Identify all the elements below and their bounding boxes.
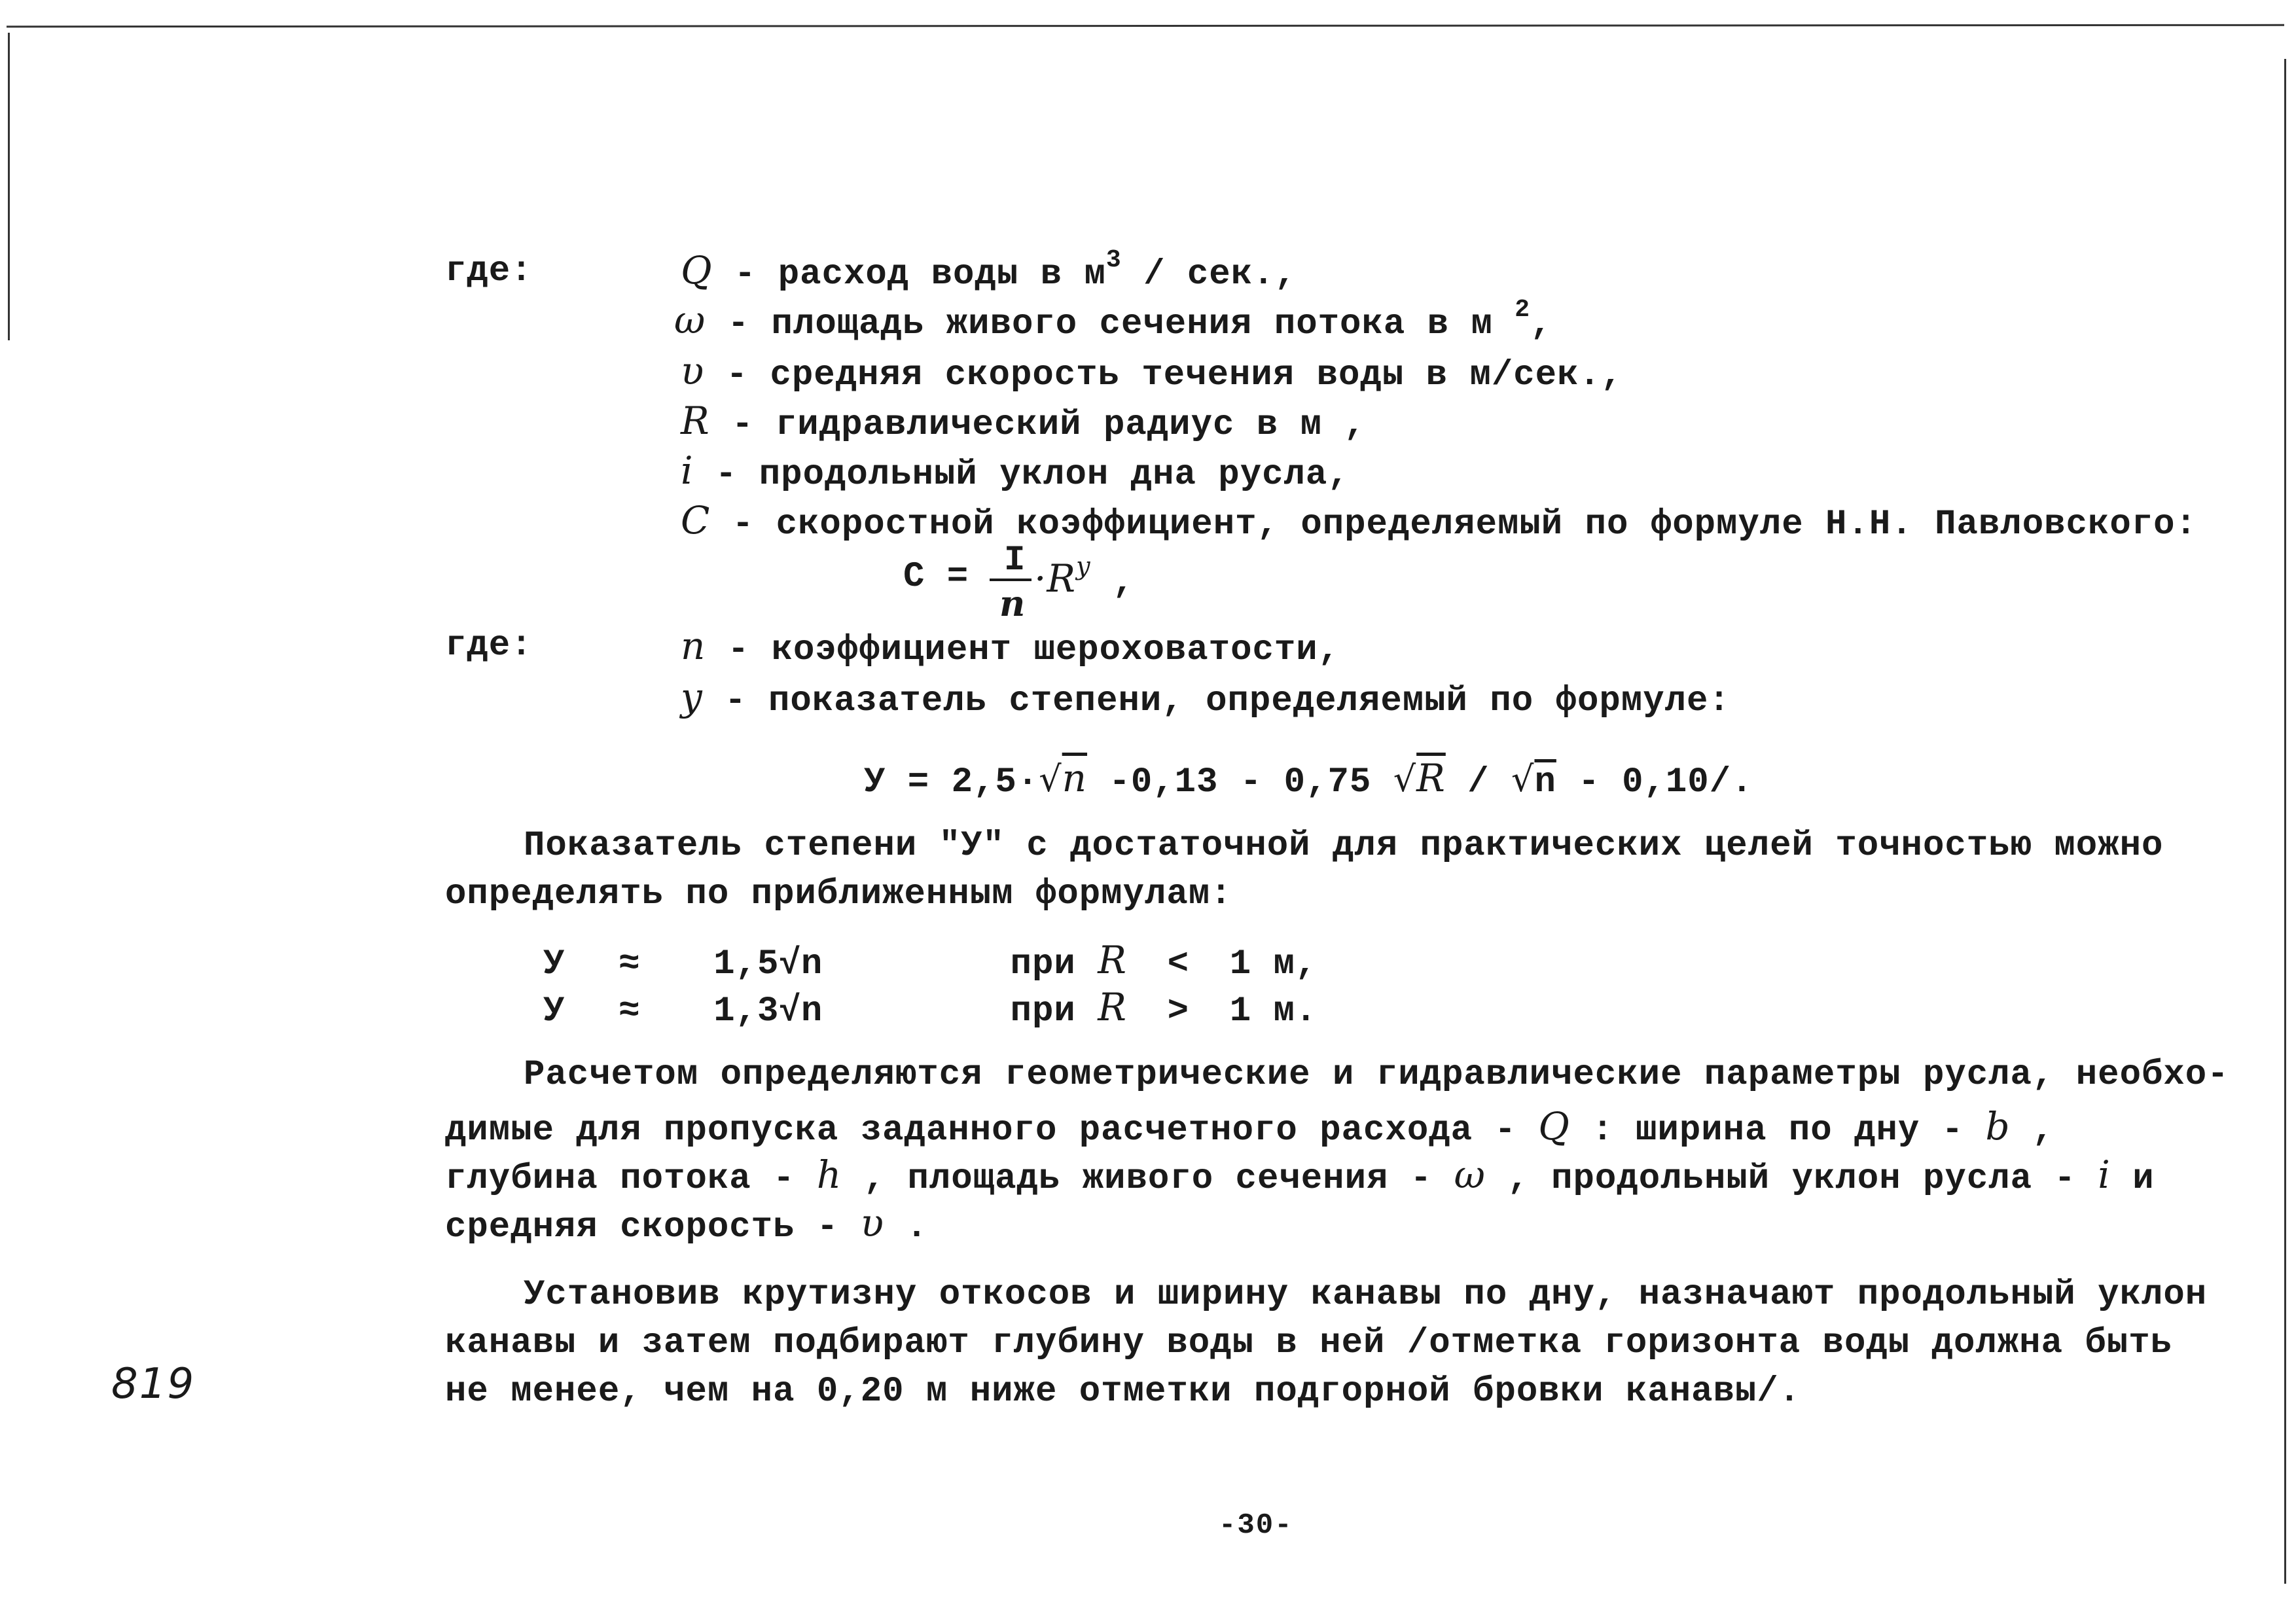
definition-text: - показатель степени, определяемый по формуле: (725, 681, 1731, 721)
symbol-v: υ (860, 1201, 884, 1245)
approx-r: R (1098, 985, 1127, 1029)
paragraph-line: Расчетом определяются геометрические и гидравлические параметры русла, необхо- (524, 1055, 2229, 1095)
symbol-q: Q (681, 248, 713, 293)
approx-sign: ≈ (619, 991, 641, 1031)
formula-c-r: ·R (1034, 556, 1077, 601)
sqrt-n-bold: n (1534, 762, 1556, 802)
definition-row (681, 498, 2197, 544)
formula-c-denominator: n (999, 582, 1026, 624)
definition-text: - скоростной коэффициент, определяемый по формуле Н.Н. Павловского: (732, 505, 2197, 544)
symbol-omega: ω (674, 298, 706, 342)
approx-value: 1,3√n (713, 991, 823, 1031)
definition-text: - продольный уклон дна русла, (715, 455, 1350, 495)
definition-row (681, 675, 1731, 721)
formula-y-part2: -0,13 - 0,75 (1087, 762, 1393, 802)
formula-y (864, 756, 1753, 802)
definition-row (681, 448, 1350, 495)
approx-lhs: У (543, 944, 565, 984)
approx-row (543, 938, 1318, 984)
sqrt-r: R (1416, 756, 1446, 800)
symbol-v: υ (681, 349, 705, 393)
approx-condition: при (1010, 944, 1076, 984)
definition-row (681, 624, 1340, 670)
page-frame-left (8, 33, 10, 340)
definition-row (681, 246, 1297, 294)
approx-value: 1,5√n (713, 944, 823, 984)
paragraph-line: не менее, чем на 0,20 м ниже отметки подгорной бровки канавы/. (445, 1372, 1801, 1412)
symbol-i: i (2098, 1152, 2111, 1197)
symbol-c: C (681, 498, 711, 543)
sqrt-n: n (1062, 756, 1088, 800)
definition-tail: / сек., (1121, 255, 1297, 294)
definition-row (674, 296, 1552, 344)
formula-c-right (1034, 552, 1135, 603)
paragraph-line: определять по приближенным формулам: (445, 874, 1232, 914)
approx-limit: 1 м, (1229, 944, 1318, 984)
symbol-q: Q (1538, 1104, 1570, 1149)
approx-lhs: У (543, 991, 565, 1031)
symbol-n: n (681, 624, 706, 668)
where-label-2: где: (445, 626, 533, 666)
superscript: 3 (1105, 246, 1122, 274)
definition-row (681, 349, 1623, 395)
formula-c-exponent: y (1076, 552, 1091, 580)
paragraph-line: Установив крутизну откосов и ширину канавы по дну, назначают продольный уклон (524, 1275, 2208, 1315)
formula-c-end: , (1090, 563, 1135, 603)
margin-number: 819 (111, 1360, 196, 1408)
paragraph-line: Показатель степени "У" с достаточной для практических целей точностью можно (524, 826, 2164, 866)
approx-operator: < (1167, 944, 1190, 984)
formula-c-numerator: I (1004, 541, 1026, 580)
approx-condition: при (1010, 991, 1076, 1031)
symbol-y: y (681, 675, 703, 719)
superscript: 2 (1515, 296, 1531, 324)
approx-row (543, 985, 1318, 1031)
sqrt-symbol: √ (1393, 758, 1417, 800)
text-segment: димые для пропуска заданного расчетного расхода - (445, 1111, 1539, 1150)
symbol-b: b (1985, 1104, 2011, 1149)
definition-text: - гидравлический радиус в м , (732, 405, 1366, 445)
where-label: где: (445, 251, 533, 291)
sqrt-symbol: √ (1511, 758, 1535, 800)
approx-operator: > (1167, 991, 1190, 1031)
approx-limit: 1 м. (1229, 991, 1318, 1031)
definition-text: - средняя скорость течения воды в м/сек., (726, 355, 1623, 395)
symbol-h: h (816, 1152, 842, 1197)
text-segment: , продольный уклон русла - (1485, 1159, 2098, 1199)
formula-c-left: C = (903, 557, 969, 597)
page-number: -30- (1219, 1509, 1293, 1542)
paragraph-line: канавы и затем подбирают глубину воды в ней /отметка горизонта воды должна быть (445, 1323, 2173, 1363)
page-frame-top (7, 24, 2284, 27)
text-segment: и (2110, 1159, 2155, 1199)
paragraph-line (445, 1104, 2054, 1150)
fraction-bar (990, 579, 1031, 581)
definition-text: - коэффициент шероховатости, (727, 630, 1340, 670)
definition-text: - расход воды в м (734, 255, 1106, 294)
text-segment: . (884, 1207, 928, 1247)
formula-y-part1: У = 2,5· (864, 762, 1039, 802)
definition-tail: , (1530, 304, 1552, 344)
formula-y-part3: / (1445, 762, 1512, 802)
symbol-omega: ω (1454, 1152, 1486, 1197)
page-frame-right (2284, 59, 2286, 1584)
definition-text: - площадь живого сечения потока в м (727, 304, 1493, 344)
text-segment: средняя скорость - (445, 1207, 861, 1247)
text-segment: , площадь живого сечения - (842, 1159, 1454, 1199)
text-segment: глубина потока - (445, 1159, 817, 1199)
paragraph-line (445, 1201, 928, 1247)
symbol-i: i (681, 448, 694, 493)
formula-y-part4: - 0,10/. (1556, 762, 1753, 802)
text-segment: , (2010, 1111, 2054, 1150)
paragraph-line (445, 1152, 2155, 1199)
sqrt-symbol: √ (1039, 758, 1062, 800)
approx-r: R (1098, 938, 1127, 982)
definition-row (681, 399, 1366, 445)
text-segment: : ширина по дну - (1570, 1111, 1986, 1150)
approx-sign: ≈ (619, 944, 641, 984)
symbol-r: R (681, 399, 710, 443)
